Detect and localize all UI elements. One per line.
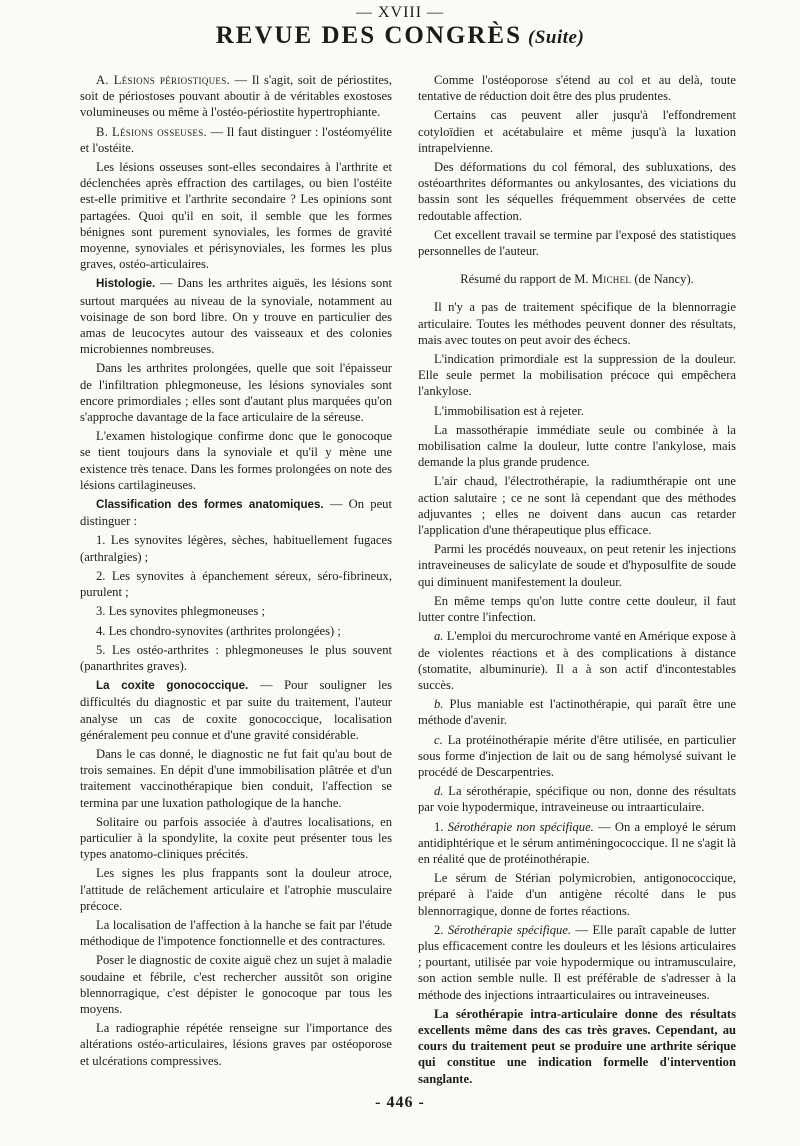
paragraph: Le sérum de Stérian polymicrobien, antigonococcique, préparé à l'aide d'un antigène récolté dans le pus blennorragique, donne de fortes réactions. <box>418 871 736 918</box>
paragraph: La radiographie répétée renseigne sur l'importance des altérations ostéo-articulaires, lésions graves par ostéoporose et ulcérations compressives. <box>80 1021 392 1068</box>
paragraph: Dans les arthrites prolongées, quelle que soit l'épaisseur de l'infiltration phlegmoneuse, les lésions synoviales sont encore primordiales ; elles sont d'autant plus marquées qu'on s'approche davantage de la face articulaire de la séreuse. <box>80 361 392 425</box>
author-name: Michel <box>591 272 632 287</box>
list-item: a. L'emploi du mercurochrome vanté en Amérique expose à de violentes réactions et à des complications à distance (stomatite, albuminurie). Il a à son actif d'incontestables succès. <box>418 629 736 692</box>
list-item: d. La sérothérapie, spécifique ou non, donne des résultats par voie hypodermique, intraveineuse ou intraarticulaire. <box>418 784 736 815</box>
paragraph: Comme l'ostéoporose s'étend au col et au delà, toute tentative de réduction doit être des plus prudentes. <box>418 73 736 104</box>
paragraph: Classification des formes anatomiques. — On peut distinguer : <box>80 497 392 529</box>
paragraph: La localisation de l'affection à la hanche se fait par l'étude méthodique de l'impotence fonctionnelle et des contractures. <box>80 917 392 949</box>
paragraph: Des déformations du col fémoral, des subluxations, des ostéoarthrites déformantes ou ankylosantes, des viciations du bassin sont les séquelles fréquemment observées de cette redoutable affection. <box>418 160 736 223</box>
right-column <box>418 72 736 1090</box>
subheading: A. Lésions périostiques. <box>96 73 230 87</box>
subheading: Sérothérapie non spécifique. <box>447 819 594 834</box>
list-item: 5. Les ostéo-arthrites : phlegmoneuses le plus souvent (panarthrites graves). <box>80 642 392 673</box>
list-item: 3. Les synovites phlegmoneuses ; <box>96 604 265 619</box>
paragraph: La massothérapie immédiate seule ou combinée à la mobilisation calme la douleur, lutte contre l'ankylose, mais demande la plus grande prudence. <box>418 422 736 470</box>
section-heading: Histologie. <box>96 277 156 291</box>
paragraph: Cet excellent travail se termine par l'exposé des statistiques personnelles de l'auteur. <box>418 227 736 259</box>
subheading: B. Lésions osseuses. <box>96 124 207 139</box>
page-number: - 446 - <box>375 1094 425 1111</box>
section-heading: Classification des formes anatomiques. <box>96 498 324 512</box>
list-item: 1. Les synovites légères, sèches, habituellement fugaces (arthralgies) ; <box>80 533 392 564</box>
paragraph: 2. Sérothérapie spécifique. — Elle paraît capable de lutter plus efficacement contre les douleurs et les lésions articulaires ; pourtant, utilisée par voie hypodermique ou intramusculaire, son action semble nulle. Il est préférable de s'adresser à la méthode des injections intraarticulaires ou intraveineuses. <box>418 922 736 1002</box>
list-item: 4. Les chondro-synovites (arthrites prolongées) ; <box>96 623 341 638</box>
paragraph: Certains cas peuvent aller jusqu'à l'effondrement cotyloïdien et acétabulaire et même jusqu'à la luxation intrapelvienne. <box>418 108 736 155</box>
paragraph: Les signes les plus frappants sont la douleur atroce, l'attitude de relâchement articulaire et l'atrophie musculaire précoce. <box>80 866 392 913</box>
paragraph: B. Lésions osseuses. — Il faut distinguer : l'ostéomyélite et l'ostéite. <box>80 124 392 155</box>
paragraph: L'indication primordiale est la suppression de la douleur. Elle seule permet la mobilisation précoce qui empêchera l'ankylose. <box>418 352 736 399</box>
paragraph: L'air chaud, l'électrothérapie, la radiumthérapie ont une action salutaire ; ce ne sont là cependant que des méthodes adjuvantes ; elles ne doivent dans aucun cas retarder l'application d'une thérapeutique plus efficace. <box>418 474 736 538</box>
subheading: Sérothérapie spécifique. <box>447 922 572 937</box>
list-item: c. La protéinothérapie mérite d'être utilisée, en particulier sous forme d'injection de lait ou de sang hémolysé suivant le procédé de Descarpentries. <box>418 732 736 779</box>
list-item: b. Plus maniable est l'actinothérapie, qui paraît être une méthode d'avenir. <box>418 697 736 728</box>
paragraph: En même temps qu'on lutte contre cette douleur, il faut lutter contre l'infection. <box>418 593 736 625</box>
paragraph: Dans le cas donné, le diagnostic ne fut fait qu'au bout de trois semaines. En dépit d'une immobilisation plâtrée et d'un traitement vaccinothérapique bien conduit, l'affection se termina par une luxation pathologique de la hanche. <box>80 746 392 810</box>
paragraph: L'examen histologique confirme donc que le gonocoque se tient toujours dans la synoviale et qu'il y mène une existence très tenace. Dans les formes prolongées on note des lésions cartilagineuses. <box>80 429 392 492</box>
paragraph: Histologie. — Dans les arthrites aiguës, les lésions sont surtout marquées au niveau de la synoviale, notamment au voisinage de son bord libre. On y trouve en particulier des amas de leucocytes autour des vaisseaux et des colonies microbiennes nombreuses. <box>80 276 392 357</box>
page-title-suite: (Suite) <box>528 27 585 48</box>
list-item: 2. Les synovites à épanchement séreux, séro-fibrineux, purulent ; <box>80 568 392 600</box>
paragraph: Il n'y a pas de traitement spécifique de la blennorragie articulaire. Toutes les méthodes peuvent donner des résultats, mais avec toutes on peut avoir des échecs. <box>418 300 736 347</box>
paragraph: Poser le diagnostic de coxite aiguë chez un sujet à maladie soudaine et fébrile, c'est rechercher aussitôt son origine blennorragique, c'est dépister le gonocoque par tous les moyens. <box>80 953 392 1016</box>
page-title-text: REVUE DES CONGRÈS <box>215 22 522 49</box>
paragraph: L'immobilisation est à rejeter. <box>434 403 584 418</box>
page-title <box>0 22 800 50</box>
paragraph: 1. Sérothérapie non spécifique. — On a employé le sérum antidiphtérique et le sérum antiméningococcique. Il ne s'agit là en réalité que de protéinothérapie. <box>418 819 737 866</box>
paragraph: Les lésions osseuses sont-elles secondaires à l'arthrite et déclenchées après effraction des cartilages, ou bien l'ostéite est-elle primitive et l'arthrite secondaire ? Les opinions sont partagées. Quoi qu'il en soit, il semble que les formes bénignes sont purement synoviales, les formes de gravité moyenne, synoviales et périsynoviales, les formes les plus graves, ostéo-articulaires. <box>80 160 392 272</box>
paragraph: La coxite gonococcique. — Pour souligner les difficultés du diagnostic et par suite du traitement, l'auteur analyse un cas de coxite gonococcique, localisation généralement peu connue et d'une gravité considérable. <box>80 678 392 742</box>
paragraph: A. Lésions périostiques. — Il s'agit, soit de périostites, soit de périostoses pouvant aboutir à de véritables exostoses volumineuses ou même à l'ostéo-périostite hypertrophiante. <box>80 73 392 120</box>
report-heading: Résumé du rapport de M. Michel (de Nancy). <box>460 272 694 287</box>
paragraph: Solitaire ou parfois associée à d'autres localisations, en particulier à la spondylite, la coxite peut présenter tous les types anatomo-cliniques précités. <box>80 814 392 862</box>
paragraph: Parmi les procédés nouveaux, on peut retenir les injections intraveineuses de salicylate de soude et d'hyposulfite de soude qui diminuent manifestement la douleur. <box>418 542 736 589</box>
section-roman-numeral: — XVIII — <box>355 4 445 21</box>
section-heading: La coxite gonococcique. <box>96 679 249 693</box>
paragraph: La sérothérapie intra-articulaire donne des résultats excellents même dans des cas très graves. Cependant, au cours du traitement peut se produire une arthrite sérique qui constitue une indication formelle d'intervention sanglante. <box>418 1006 736 1086</box>
left-column <box>80 72 392 1072</box>
